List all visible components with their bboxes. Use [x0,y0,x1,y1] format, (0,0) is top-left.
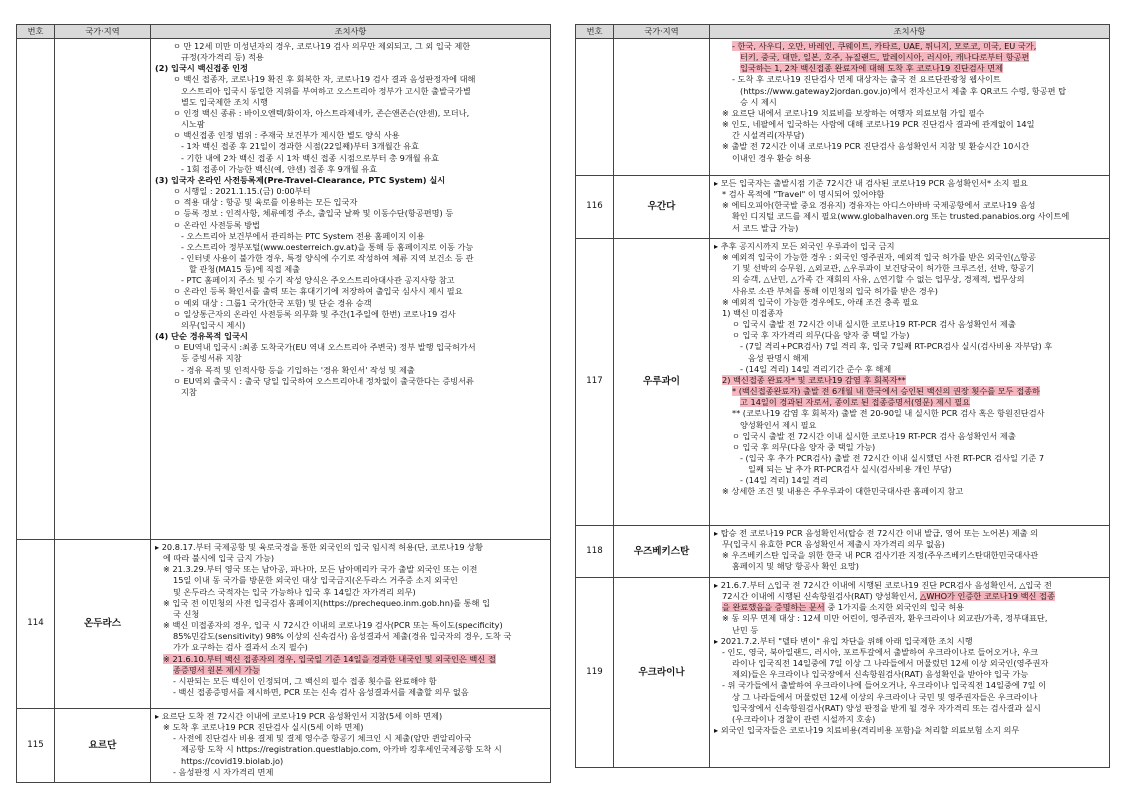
measure-line [714,625,1104,636]
measure-text: - (7일 격리+PCR검사) 7일 격리 후, 입국 7일째 RT-PCR검사 실시(검사비용 자부담) 후 [740,341,1053,352]
measure-text: * (백신접종완료자) 출발 전 6개월 내 한국에서 승인된 백신의 권장 횟수를 모두 접종하 [732,386,1040,397]
measure-text: ㅇ 인정 백신 종류 : 바이오엔텍/화이자, 아스트라제네카, 존슨앤존슨(얀센), 모더나, [173,107,470,118]
row-measures [710,39,1110,176]
measure-line [155,387,545,398]
measure-text: - 위 국가들에서 출발하여 우크라이나에 들어오거나, 우크라이나 입국직전 14일중에 7일 이 [722,680,1047,691]
measure-text: ※ 예외적 입국이 가능한 경우 : 외국인 영주권자, 예외적 입국 허가를 받은 외국인(△항공 [722,252,1036,263]
measure-line [714,420,1104,431]
measure-text: - 오스트리아 보건부에서 관리하는 PTC System 전용 홈페이지 이용 [181,230,425,241]
row-country: 우크라이나 [614,578,710,768]
measure-line [714,431,1104,442]
measure-line [714,669,1104,680]
measure-line [155,275,545,286]
row-measures [710,578,1110,768]
measure-line [155,553,545,564]
measure-text: https://covid19.biolab.jo) [181,755,284,766]
header-no: 번호 [17,25,55,39]
measure-line [714,263,1104,274]
measure-text: 확인 디지털 코드를 제시 필요(www.globalhaven.org 또는 trusted.panabios.org 사이트에 [732,211,1070,222]
measure-text: 의무(입국시 제시) [181,319,246,330]
measure-line [714,297,1104,308]
measure-line [714,375,1104,386]
measure-line [155,130,545,141]
measure-text: 의 승객, △난민, △가족 간 재회의 사유, △연기할 수 없는 업무상, 경제적, 법무상의 [732,274,1025,285]
measure-line [714,386,1104,397]
measure-text: ※ 요르단 내에서 코로나19 치료비를 보장하는 여행자 의료보험 가입 필수 [722,107,985,118]
measure-text: ㅇ EU역외 출국시 : 출국 당일 입국하여 오스트리아내 정차없이 출국한다는 증빙서류 [173,375,474,386]
measure-line [155,309,545,320]
measure-text: 15일 이내 동 국가를 방문한 외국인 대상 입국금지(온두라스 거주증 소지 외국인 [173,575,458,586]
row-measures [151,39,551,540]
row-measures [710,526,1110,578]
measure-line [155,598,545,609]
measure-text: 서 코드 발급 가능) [732,222,799,233]
measure-line [714,364,1104,375]
measure-line [714,308,1104,319]
measure-line [714,475,1104,486]
measure-line [714,223,1104,234]
measure-text: 난민 등 [732,624,759,635]
measure-text: (https://www.gateway2jordan.gov.jo)에서 전자신고서 제출 후 QR코드 수령, 항공편 탑 [740,85,1067,96]
measure-text: 지참 [181,386,197,397]
left-table [16,24,551,783]
measure-text: - 시판되는 모든 백신이 인정되며, 그 백신의 필수 접종 횟수를 완료해야 함 [173,675,437,686]
row-measures [151,540,551,709]
measure-line [155,197,545,208]
measure-line [155,220,545,231]
measure-line [714,141,1104,152]
measure-line [155,74,545,85]
measure-text: ▸ 요르단 도착 전 72시간 이내에 코로나19 PCR 음성확인서 지참(5세 이하 면제) [155,711,443,721]
measure-line [155,654,545,665]
measure-text: 오스트리아 입국시 동일한 지위를 부여하고 오스트리아 정부가 고시한 출발국가별 [181,85,471,96]
row-number: 117 [576,239,614,526]
measure-line [155,609,545,620]
measure-line [155,376,545,387]
measure-text: ㅇ 일상통근자의 온라인 사전등록 의무화 및 주간(1주일에 한번) 코로나19 검사 [173,308,456,319]
measure-text: 간 시설격리(자부담) [732,130,805,141]
measure-line [714,453,1104,464]
measure-text: 이내인 경우 환승 허용 [732,152,811,163]
measure-line [714,130,1104,141]
measure-line [155,320,545,331]
measure-text: ** (코로나19 감염 후 회복자) 출발 전 20-90일 내 실시한 PCR 검사 혹은 항원진단검사 [732,408,1045,419]
table-row [576,239,1110,526]
table-row [17,540,551,709]
measure-text: - 오스트리아 정부포털(www.oesterreich.gv.at)을 통해 등 홈페이지로 이동 가능 [181,241,474,252]
measure-line [155,141,545,152]
measure-line [714,442,1104,453]
measure-line [155,587,545,598]
measure-line [155,253,545,264]
measure-line [155,164,545,175]
right-table [575,24,1110,768]
measure-text: - 사전에 진단검사 비용 결제 및 결제 영수증 항공기 체크인 시 제출(암만 퀸알리아국 [173,733,472,744]
measure-text: ㅇ 적용 대상 : 항공 및 육로를 이용하는 모든 입국자 [173,197,358,208]
measure-line [714,647,1104,658]
measure-line [714,286,1104,297]
measure-line [155,575,545,586]
measure-line [714,189,1104,200]
measure-text: - 음성판정 시 자가격리 면제 [173,766,274,777]
measure-line [155,63,545,74]
row-number: 119 [576,578,614,768]
measure-text: 2) 백신접종 완료자* 및 코로나19 감염 후 회복자** [722,374,906,385]
measure-line [155,687,545,698]
measure-text: - 도착 후 코로나19 진단검사 면제 대상자는 출국 전 요르단관광청 웹사이트 [732,74,1001,85]
row-country: 우즈베키스탄 [614,526,710,578]
measure-text: ㅇ 입국 후 자가격리 의무(다음 양자 중 택일 가능) [732,330,910,341]
measure-text: (3) 입국자 온라인 사전등록제(Pre-Travel-Clearance, PTC System) 실시 [155,174,446,185]
measure-line [155,41,545,52]
table-row [576,39,1110,176]
measure-text: 제공항 도착 시 https://registration.questlabjo.com, 아카바 킹후세인국제공항 도착 시 [181,744,502,755]
measure-line [714,63,1104,74]
measure-line [155,711,545,722]
measure-text: 홈페이지 및 해당 항공사 확인 요망) [732,561,859,572]
header-country: 국가·지역 [614,25,710,39]
row-country [55,39,151,540]
measure-line [714,153,1104,164]
row-country: 우루과이 [614,239,710,526]
measure-text: 고 14일이 경과된 자로서, 종이로 된 접종증명서(영문) 제시 필요 [740,397,971,408]
table-row [576,176,1110,239]
measure-line [714,550,1104,561]
measure-line [714,341,1104,352]
measure-line [155,642,545,653]
measure-line [155,153,545,164]
measure-text: ㅇ 온라인 사전등록 방법 [173,219,260,230]
measure-text: ※ 21.3.29.부터 영국 또는 남아공, 파나마, 모든 남아메리카 국가 출발 외국인 또는 이전 [163,564,478,575]
measure-text: ▸ 2021.7.2.부터 "델타 변이" 유입 차단을 위해 아래 입국제한 조치 시행 [714,635,973,646]
row-number: 115 [17,709,55,783]
measure-text: ㅇ 백신접종 인정 범위 : 주재국 보건부가 제시한 별도 양식 사용 [173,130,400,141]
measure-line [714,528,1104,539]
measure-text: ㅇ 입국시 출발 전 72시간 이내 실시한 코로나19 RT-PCR 검사 음성확인서 제출 [732,319,1016,330]
measure-line [714,74,1104,85]
measure-line [155,286,545,297]
measure-line [714,408,1104,419]
measure-text: ※ 우즈베키스탄 입국을 위한 한국 내 PCR 검사기관 지정(주우즈베키스탄대한민국대사관 [722,550,1039,561]
measure-text: - 경유 목적 및 인적사항 등을 기입하는 '경유 확인서' 작성 및 제출 [181,364,415,375]
measure-text: ※ 백신 미접종자의 경우, 입국 시 72시간 이내의 코로나19 검사(PCR 또는 특이도(specificity) [163,620,503,631]
measure-line [714,353,1104,364]
measure-line [714,658,1104,669]
measure-text: 제외)들은 우크라이나 입국장에서 신속항원검사(RAT) 음성확인을 받아야 입국 가능 [732,669,1029,680]
measure-line [714,714,1104,725]
measure-line [714,178,1104,189]
measure-text: ※ 입국 전 이민청의 사전 입국검사 홈페이지(https://prechequeo.inm.gob.hn)를 통해 입 [163,597,490,608]
measure-text: ㅇ 시행일 : 2021.1.15.(금) 0:00부터 [173,186,311,197]
measure-text: ▸ 추후 공지시까지 모든 외국인 우루과이 입국 금지 [714,241,895,251]
measure-text: ㅇ 백신 접종자, 코로나19 확진 후 회복한 자, 코로나19 검사 결과 음성판정자에 대해 [173,74,476,85]
measure-text: ※ 동 의무 면제 대상 : 12세 미만 어린이, 영주권자, 환우크라이나 외교관/가족, 정부대표단, [722,613,1048,624]
measure-text: 할 관청(MA15 등)에 직접 제출 [189,264,301,275]
row-country: 요르단 [55,709,151,783]
measure-text: ▸ 21.6.7.부터 △입국 전 72시간 이내에 시행된 코로나19 진단 PCR검사 음성확인서, △입국 전 [714,580,1052,590]
measure-line [714,591,1104,602]
measure-text: ※ 출발 전 72시간 이내 코로나19 PCR 진단검사 음성확인서 지참 및 환승시간 10시간 [722,141,1030,152]
measure-line [714,486,1104,497]
measure-line [714,108,1104,119]
measure-text: ※ 인도, 네팔에서 입국하는 사람에 대해 코로나19 PCR 진단검사 결과에 관계없이 14일 [722,119,1035,130]
measure-text: 및 온두라스 국적자는 입국 가능하나 입국 후 14일간 자가격리 의무) [173,586,416,597]
measure-text: ※ 21.6.10.부터 백신 접종자의 경우, 입국일 기준 14일을 경과한 내국인 및 외국인은 백신 접 [163,653,496,664]
measure-text: 72시간 이내에 시행된 신속항원검사(RAT) 양성확인서, [722,591,921,602]
measure-line [714,561,1104,572]
measure-text: ㅇ EU역내 입국시 :최종 도착국가(EU 역내 오스트리아 주변국) 정부 발행 입국허가서 [173,342,476,353]
measure-text: (2) 입국시 백신접종 인정 [155,63,248,74]
row-number: 116 [576,176,614,239]
measure-text: ※ 에티오피아(한국발 중요 경유지) 경유자는 아디스아바바 국제공항에서 코로나19 음성 [722,200,1036,211]
right-header-row [576,25,1110,39]
row-measures [710,176,1110,239]
measure-text: ※ 예외적 입국이 가능한 경우에도, 아래 조건 충족 필요 [722,296,919,307]
row-number: 118 [576,526,614,578]
measure-text: 별도 입국제한 조치 시행 [181,96,268,107]
measure-text: 시노팜 [181,119,205,130]
measure-text: 승 시 제시 [740,96,777,107]
header-measures: 조치사항 [710,25,1110,39]
measure-text: ※ 상세한 조건 및 내용은 주우루과이 대한민국대사관 홈페이지 참고 [722,486,964,497]
measure-text: - PTC 홈페이지 주소 및 수기 작성 양식은 주오스트리아대사관 공지사항 참고 [181,275,455,286]
measure-line [714,680,1104,691]
measure-line [714,539,1104,550]
measure-text: 입국하는 1, 2차 백신접종 완료자에 대해 도착 후 코로나19 진단검사 면제 [740,63,1004,74]
measure-line [714,397,1104,408]
measure-text: - 기한 내에 2차 백신 접종 시 1차 백신 접종 시점으로부터 총 9개월 유효 [181,152,440,163]
measure-text: ▸ 모든 입국자는 출발시점 기준 72시간 내 검사된 코로나19 PCR 음성확인서* 소지 필요 [714,178,1028,188]
measure-text: ㅇ 만 12세 미만 미성년자의 경우, 코로나19 검사 의무만 제외되고, 그 외 입국 제한 [173,41,471,51]
measure-line [155,298,545,309]
header-country: 국가·지역 [55,25,151,39]
measure-text: 에 따라 불시에 입국 금지 가능) [163,553,275,564]
measure-line [155,631,545,642]
measure-line [155,97,545,108]
measure-text: - 백신 접종증명서를 제시하면, PCR 또는 신속 검사 음성결과서를 제출할 의무 없음 [173,687,469,698]
measure-text: - 인도, 영국, 북아일랜드, 러시아, 포르투갈에서 출발하여 우크라이나로 들어오거나, 우크 [722,646,1039,657]
measure-text: 종증명서 원본 제시 가능 [173,664,260,675]
measure-text: (우크라이나 경찰이 관련 시설까지 호송) [732,713,876,724]
measure-text: 기 및 선박의 승무원, △외교관, △우루과이 보건당국이 허가한 크루즈선, 선박, 항공기 [732,263,1035,274]
measure-text: ㅇ 온라인 등록 확인서를 출력 또는 휴대기기에 저장하여 출입국 심사시 제시 필요 [173,286,463,297]
measure-line [155,108,545,119]
measure-text: - (14일 격리) 14일 격리기간 준수 후 해제 [740,363,892,374]
measure-line [155,542,545,553]
measure-text: 입국장에서 신속항원검사(RAT) 양성 판정을 받게 될 경우 자가격리 또는 검사결과 실시 [732,702,1041,713]
measure-line [714,613,1104,624]
measure-line [714,41,1104,52]
measure-line [155,665,545,676]
right-page [575,24,1110,768]
table-row [576,526,1110,578]
measure-line [155,119,545,130]
measure-text: 규정(자가격리 등) 적용 [181,52,264,63]
measure-text: - (14일 격리) 14일 격리 [740,475,829,486]
measure-line [155,365,545,376]
measure-line [155,264,545,275]
measure-line [155,756,545,767]
measure-line [714,200,1104,211]
measure-line [155,52,545,63]
table-row [576,578,1110,768]
measure-text: ㅇ 입국시 출발 전 72시간 이내 실시한 코로나19 RT-PCR 검사 음성확인서 제출 [732,430,1016,441]
row-measures [151,709,551,783]
measure-line [714,97,1104,108]
table-row [17,709,551,783]
measure-line [155,733,545,744]
measure-line [155,676,545,687]
measure-text: 국 신청 [173,608,200,619]
measure-text: ▸ 외국인 입국자들은 코로나19 치료비용(격리비용 포함)을 처리할 의료보험 소지 의무 [714,725,1020,736]
measure-line [714,464,1104,475]
measure-text: - (입국 후 추가 PCR검사) 출발 전 72시간 이내 실시했던 사전 RT-PCR 검사일 기준 7 [740,452,1045,463]
measure-line [714,119,1104,130]
measure-line [714,241,1104,252]
measure-text: 등 증빙서류 지참 [181,353,242,364]
measure-text: 85%민감도(sensitivity) 98% 이상의 신속검사) 음성결과서 제출(경유 입국자의 경우, 도착 국 [173,631,512,642]
measure-line [155,208,545,219]
measure-line [155,353,545,364]
header-measures: 조치사항 [151,25,551,39]
measure-line [155,242,545,253]
measure-line [714,319,1104,330]
measure-text: (4) 단순 경유목적 입국시 [155,331,248,342]
measure-line [714,330,1104,341]
row-number: 114 [17,540,55,709]
measure-line [714,274,1104,285]
measure-text: - 1차 백신 접종 후 21일이 경과한 시점(22일째)부터 3개월간 유효 [181,141,420,152]
row-country: 우간다 [614,176,710,239]
measure-line [714,703,1104,714]
measure-text: 양성확인서 제시 필요 [740,419,817,430]
table-row [17,39,551,540]
measure-line [155,767,545,778]
measure-text: 가가 요구하는 검사 결과서 소지 필수) [173,642,308,653]
measure-line [155,564,545,575]
measure-text-highlight: △WHO가 인증한 코로나19 백신 접종 [920,591,1055,602]
left-page [16,24,551,777]
measure-text: ㅇ 예외 대상 : 그룹1 국가(한국 포함) 및 단순 경유 승객 [173,297,372,308]
measure-text: ▸ 탑승 전 코로나19 PCR 음성확인서(탑승 전 72시간 이내 발급, 영어 또는 노어본) 제출 의 [714,528,1038,538]
measure-text: ㅇ 입국 후 의무(다음 양자 중 택일 가능) [732,441,876,452]
measure-text: 을 완료했음을 증명하는 문서 [722,602,825,613]
measure-text: ※ 도착 후 코로나19 PCR 진단검사 실시(5세 이하 면제) [163,722,364,733]
measure-text: 라이나 입국직전 14일중에 7일 이상 그 나라들에서 머물렀던 12세 이상 외국인(영주권자 [732,658,1049,669]
measure-line [714,636,1104,647]
measure-line [714,602,1104,613]
measure-line [714,725,1104,736]
measure-line [155,186,545,197]
header-no: 번호 [576,25,614,39]
measure-text: 상 그 나라들에서 머물렀던 12세 이상의 우크라이나 국민 및 영주권자들은 우크라이나 [732,691,1038,702]
row-number [17,39,55,540]
measure-text: - 1회 접종이 가능한 백신(예, 얀센) 접종 후 9개월 유효 [181,163,378,174]
left-table-body [17,39,551,783]
measure-text: 터키, 중국, 대만, 일본, 호주, 뉴질랜드, 말레이시아, 러시아, 캐나다로부터 항공편 [740,52,1030,63]
measure-text: * 검사 목적에 "Travel" 이 명시되어 있어야함 [722,189,885,200]
measure-text-tail: 중 1가지를 소지한 외국인의 입국 허용 [824,602,965,613]
measure-line [155,331,545,342]
measure-line [714,252,1104,263]
measure-line [714,580,1104,591]
measure-text: - 인터넷 사용이 불가한 경우, 특정 양식에 수기로 작성하여 체류 지역 보건소 등 관 [181,252,474,263]
measure-line [155,722,545,733]
measure-text: - 한국, 사우디, 오만, 바레인, 쿠웨이트, 카타르, UAE, 튀니지, 모로코, 미국, EU 국가, [732,41,1037,51]
measure-line [714,52,1104,63]
measure-text: 일째 되는 날 추가 RT-PCR검사 실시(검사비용 개인 부담) [748,464,952,475]
measure-line [155,342,545,353]
measure-line [714,211,1104,222]
right-table-body [576,39,1110,768]
measure-line [155,620,545,631]
measure-text: ▸ 20.8.17.부터 국제공항 및 육로국경을 통한 외국인의 입국 임시적 허용(단, 코로나19 상황 [155,542,483,552]
row-number [576,39,614,176]
measure-text: 사유로 소관 부처를 통해 이민청의 입국 허가를 받은 경우) [732,285,938,296]
measure-line [155,175,545,186]
measure-text: ㅇ 등록 정보 : 인적사항, 체류예정 주소, 출입국 날짜 및 이동수단(항공편명) 등 [173,208,454,219]
measure-line [155,86,545,97]
row-country [614,39,710,176]
measure-text: 1) 백신 미접종자 [722,307,784,318]
measure-line [714,86,1104,97]
measure-text: 음성 판명시 해제 [748,352,809,363]
left-header-row [17,25,551,39]
measure-line [155,744,545,755]
measure-line [155,231,545,242]
measure-line [714,692,1104,703]
measure-text: 무(입국시 유효한 PCR 음성확인서 제출시 자가격리 의무 없음) [722,539,945,550]
row-country: 온두라스 [55,540,151,709]
row-measures [710,239,1110,526]
